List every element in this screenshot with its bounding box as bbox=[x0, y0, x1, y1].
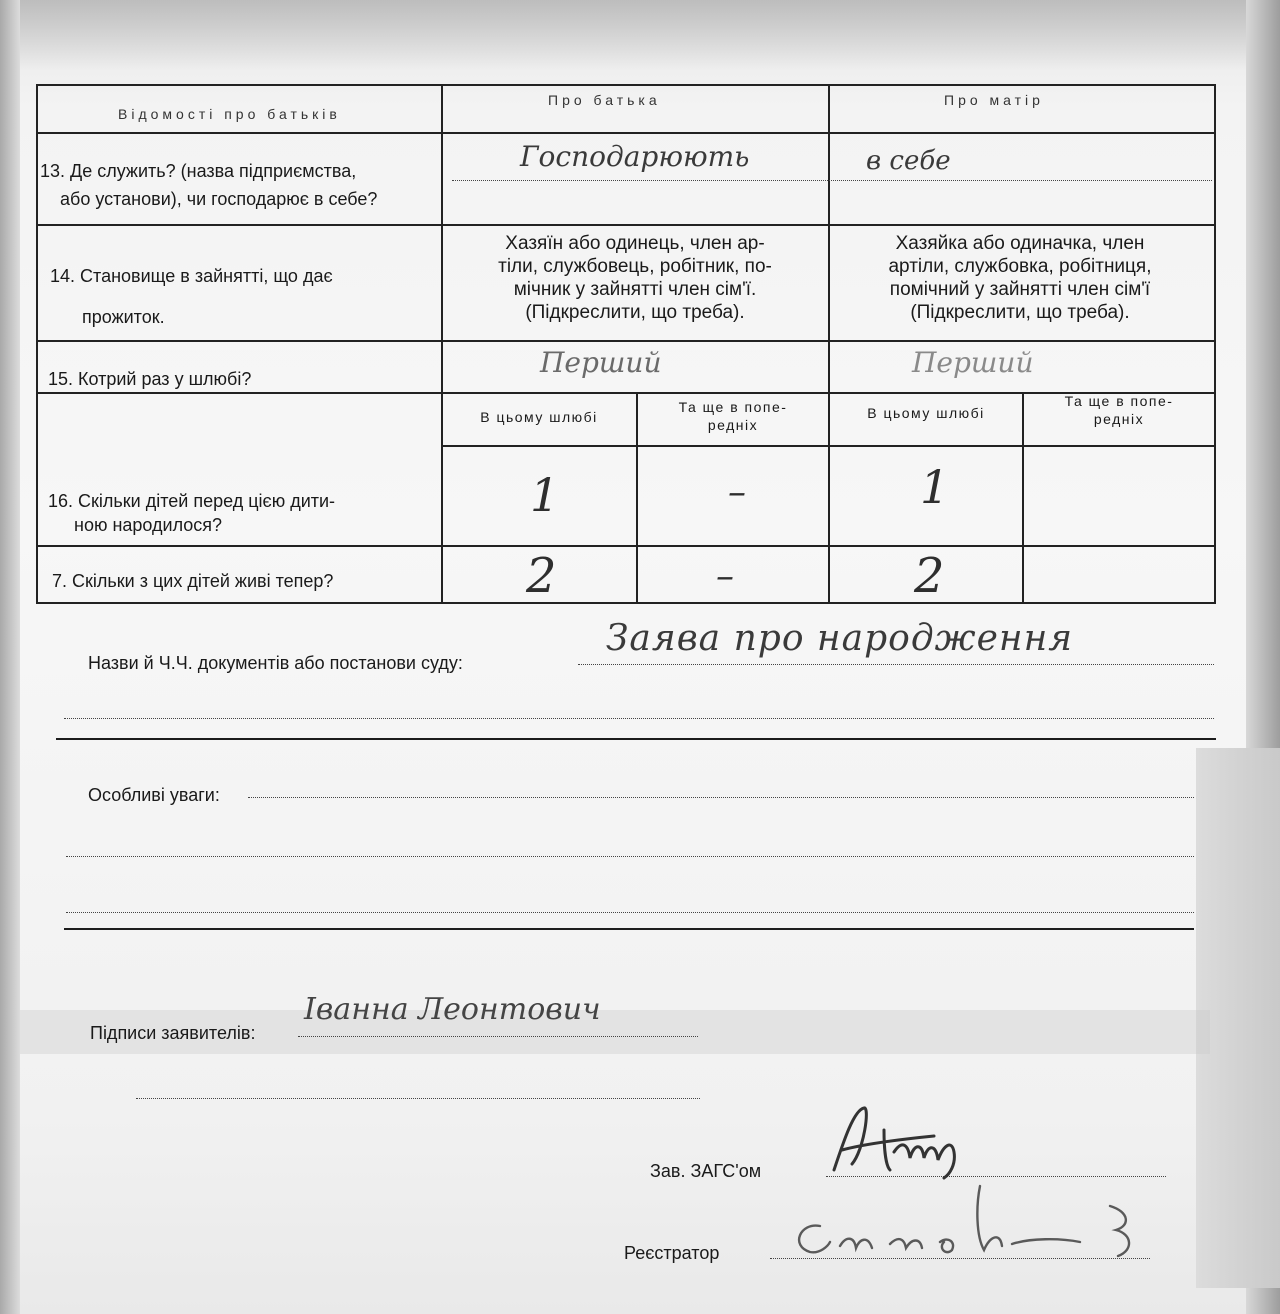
remarks-label: Особливі уваги: bbox=[88, 785, 220, 805]
q14-label-line2: прожиток. bbox=[82, 307, 165, 327]
q14-label-line1: 14. Становище в зайнятті, що дає bbox=[50, 266, 333, 286]
table-row-line bbox=[36, 340, 1216, 342]
subheader-line: редніх bbox=[1093, 411, 1145, 427]
section-divider bbox=[64, 928, 1194, 930]
subheader-father-this-marriage: В цьому шлюбі bbox=[480, 409, 598, 425]
remarks-line-2 bbox=[66, 856, 1194, 857]
paper-shadow-left bbox=[0, 0, 20, 1314]
registrar-label: Реєстратор bbox=[624, 1243, 720, 1263]
subheader-mother-this-marriage: В цьому шлюбі bbox=[867, 405, 985, 421]
q14-father-option-line: мічник у зайнятті член сім'ї. bbox=[513, 279, 757, 300]
section-divider bbox=[56, 738, 1216, 740]
q17-mother-this: 2 bbox=[914, 548, 945, 604]
documents-line-2 bbox=[64, 718, 1214, 719]
q14-mother-option-line: артіли, службовка, робітниця, bbox=[888, 256, 1152, 277]
applicants-signature-label: Підписи заявителів: bbox=[90, 1023, 256, 1043]
remarks-line-1 bbox=[248, 797, 1194, 798]
q14-mother-option-line: (Підкреслити, що треба). bbox=[910, 302, 1130, 323]
q13-label-line2: або установи), чи господарює в себе? bbox=[60, 189, 378, 209]
applicants-signature-line bbox=[298, 1036, 698, 1037]
q17-father-prev: – bbox=[716, 556, 734, 597]
header-parents: Відомості про батьків bbox=[118, 106, 341, 122]
table-row-line bbox=[441, 445, 1216, 447]
applicant-signature: Іванна Леонтович bbox=[304, 992, 601, 1027]
remarks-line-3 bbox=[66, 912, 1194, 913]
q14-father-option-line: тіли, службовець, робітник, по- bbox=[498, 256, 772, 277]
q16-father-prev: – bbox=[728, 472, 746, 513]
table-divider-mother-sub bbox=[1022, 392, 1024, 604]
q14-mother-option-line: помічний у зайнятті член сім'ї bbox=[889, 279, 1151, 300]
q16-father-this: 1 bbox=[530, 468, 560, 522]
q17-label: 7. Скільки з цих дітей живі тепер? bbox=[52, 571, 334, 591]
table-divider-parents bbox=[441, 84, 443, 604]
q14-mother-options bbox=[834, 232, 1206, 324]
q14-mother-option-line: Хазяйка або одиначка, член bbox=[895, 233, 1145, 254]
subheader-line: Та ще в попе- bbox=[678, 399, 788, 415]
documents-label: Назви й Ч.Ч. документів або постанови суду: bbox=[88, 653, 463, 673]
table-row-line bbox=[36, 545, 1216, 547]
q13-answer-line bbox=[452, 180, 1212, 181]
q13-label-line1: 13. Де служить? (назва підприємства, bbox=[40, 161, 357, 181]
table-divider-father-sub bbox=[636, 392, 638, 604]
header-mother: Про матір bbox=[944, 92, 1044, 108]
registry-head-label: Зав. ЗАГС'ом bbox=[650, 1161, 762, 1181]
q14-father-option-line: (Підкреслити, що треба). bbox=[525, 302, 745, 323]
q14-father-options bbox=[446, 232, 824, 324]
q15-father-answer: Перший bbox=[540, 346, 662, 379]
subheader-mother-previous bbox=[1026, 392, 1212, 428]
documents-value: Заява про народження bbox=[606, 618, 1074, 659]
registry-head-signature bbox=[824, 1100, 1024, 1180]
q17-father-this: 2 bbox=[526, 548, 557, 604]
subheader-line: Та ще в попе- bbox=[1064, 393, 1174, 409]
q15-mother-answer: Перший bbox=[912, 346, 1034, 379]
applicants-signature-line-2 bbox=[136, 1098, 700, 1099]
q16-mother-this: 1 bbox=[920, 460, 950, 514]
table-row-line bbox=[36, 224, 1216, 226]
paper-shadow-top bbox=[0, 0, 1280, 70]
q16-label-line2: ною народилося? bbox=[74, 515, 223, 535]
q14-father-option-line: Хазяїн або одинець, член ар- bbox=[505, 233, 765, 254]
header-father: Про батька bbox=[548, 92, 661, 108]
subheader-father-previous bbox=[640, 398, 826, 434]
q15-label: 15. Котрий раз у шлюбі? bbox=[48, 369, 252, 389]
registrar-signature bbox=[780, 1176, 1160, 1276]
table-row-line bbox=[36, 132, 1216, 134]
q13-father-answer: Господарюють bbox=[520, 140, 750, 173]
q13-mother-answer: в себе bbox=[866, 146, 951, 176]
table-divider-father-mother bbox=[828, 84, 830, 604]
subheader-line: редніх bbox=[707, 417, 759, 433]
documents-line-1 bbox=[578, 664, 1214, 665]
q16-label-line1: 16. Скільки дітей перед цією дити- bbox=[48, 491, 336, 511]
